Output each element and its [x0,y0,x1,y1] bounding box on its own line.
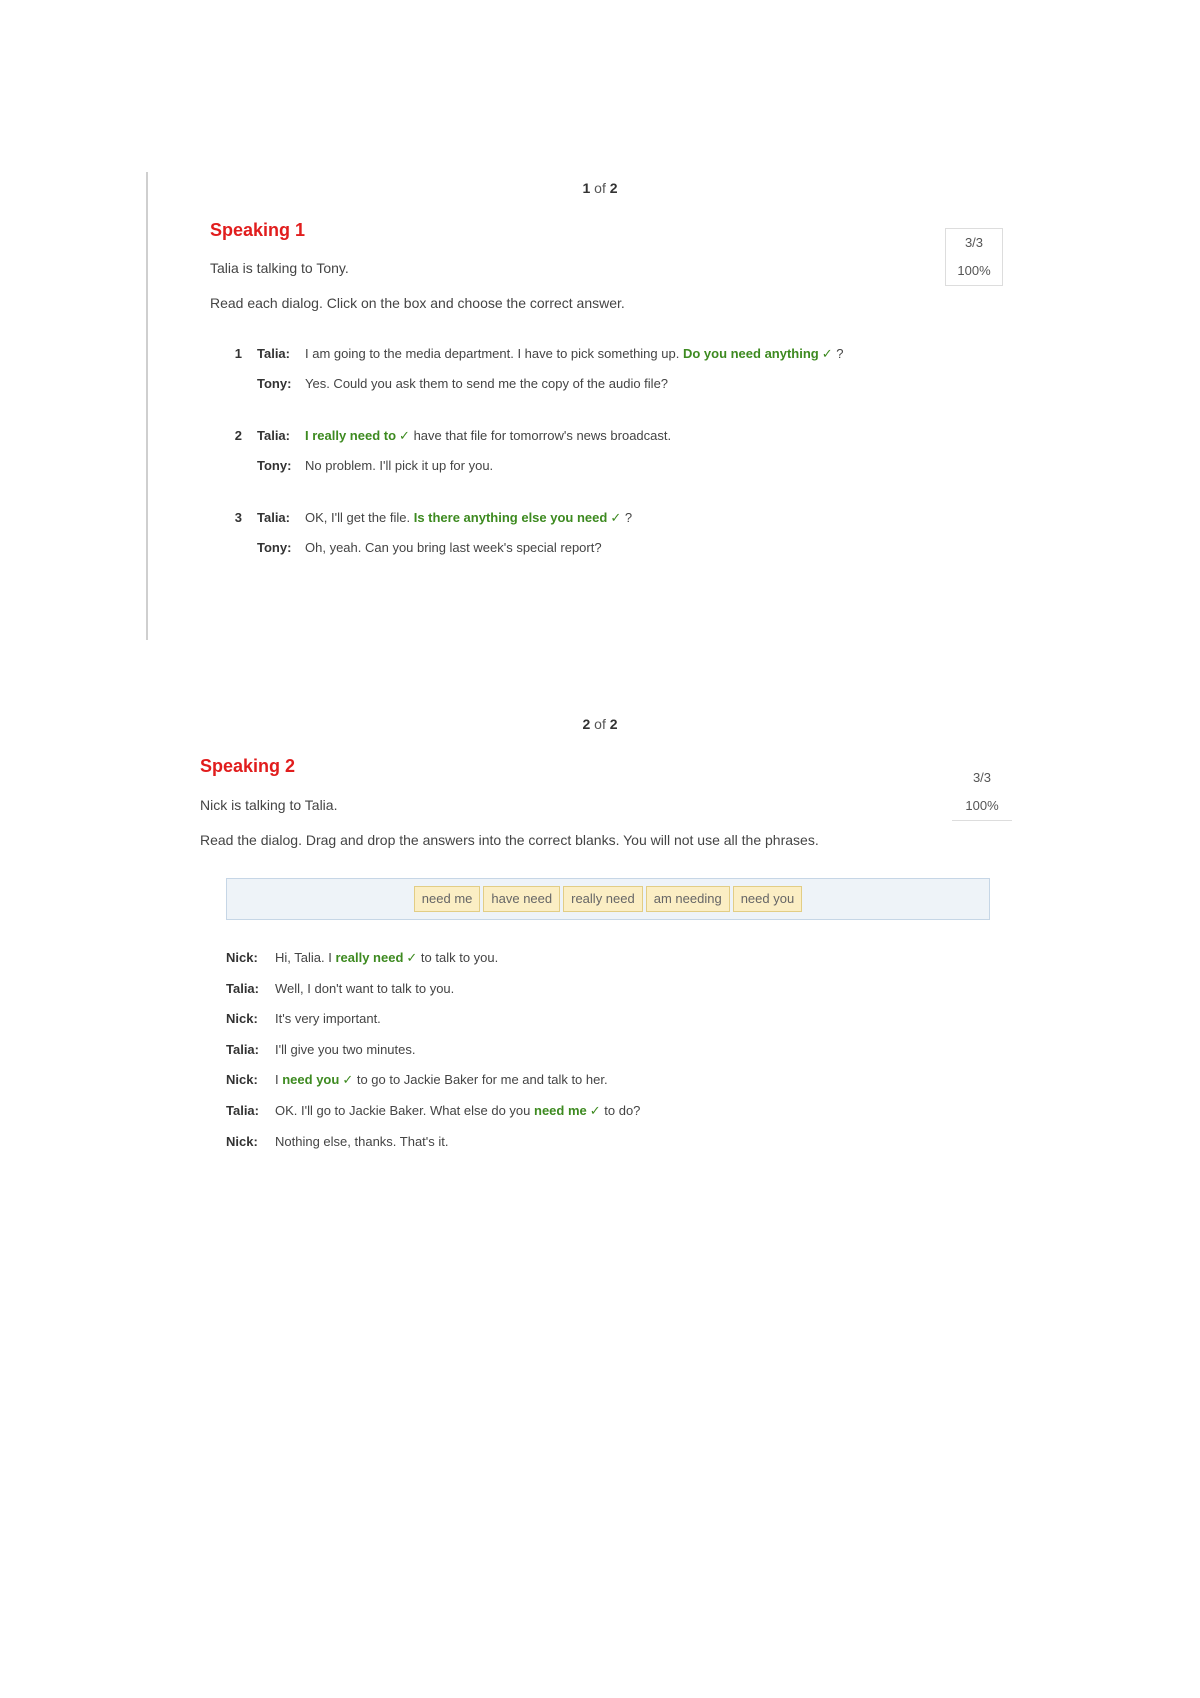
check-icon: ✓ [399,428,410,443]
phrase-chip[interactable]: need me [414,886,481,912]
line-text: Nothing else, thanks. That's it. [275,1133,449,1149]
check-icon: ✓ [821,346,833,361]
answer-dropdown[interactable]: I really need to [305,428,397,443]
speaker-label: Talia: [257,510,290,525]
line-text: ? [832,346,844,361]
line-text: to do? [600,1103,641,1118]
answer-blank[interactable]: need you [282,1072,340,1088]
line-text: to talk to you. [417,950,499,965]
line-text: I [275,1072,283,1088]
speaker-label: Nick: [226,950,258,965]
dialog-line [305,428,671,444]
answer-blank[interactable]: need me [534,1103,587,1118]
section-title-2: Speaking 2 [200,756,296,776]
instruction-text-1: Read each dialog. Click on the box and choose the correct answer. [210,295,625,311]
speaker-label: Talia: [226,1041,259,1057]
line-text: It's very important. [275,1011,381,1027]
dialog-number: 1 [234,346,242,361]
instruction-text-2: Read the dialog. Drag and drop the answers into the correct blanks. You will not use all the phrases. [200,832,819,848]
dialog-line [275,1011,381,1026]
dialog-line [305,346,844,362]
intro-text-1: Talia is talking to Tony. [210,260,349,276]
score-percent: 100% [965,798,999,813]
speaker-label: Nick: [226,1011,258,1027]
dialog-line: No problem. I'll pick it up for you. [305,458,494,473]
dialog-line [275,1042,416,1057]
line-text: ? [621,510,633,525]
speaker-label: Nick: [226,1133,258,1149]
dialog-line: Yes. Could you ask them to send me the copy of the audio file? [305,376,669,391]
page-indicator-1: 1 of 2 [582,180,618,196]
check-icon: ✓ [406,950,418,965]
score-fraction: 3/3 [964,235,984,250]
score-percent: 100% [957,263,991,278]
line-text: OK. I'll go to Jackie Baker. What else do you [275,1103,534,1118]
speaker-label: Talia: [226,980,259,996]
line-text: to go to Jackie Baker for me and talk to her. [353,1072,608,1088]
line-text: I am going to the media department. I have to pick something up. [305,346,683,361]
speaker-label: Talia: [226,1103,259,1118]
line-text: I'll give you two minutes. [275,1041,416,1057]
answer-dropdown[interactable]: Do you need anything [682,346,819,361]
speaker-label: Tony: [257,376,292,391]
line-text: Hi, Talia. I [275,950,336,965]
answer-blank[interactable]: really need [335,950,404,965]
intro-text-2: Nick is talking to Talia. [200,797,338,813]
dialog-line [275,1134,449,1149]
speaker-label: Talia: [257,346,290,361]
dialog-line [275,950,498,966]
dialog-line [275,981,454,996]
line-text: have that file for tomorrow's news broadcast. [409,428,672,443]
dialog-line [275,1103,640,1119]
phrase-chip[interactable]: have need [483,886,560,912]
page-indicator-2: 2 of 2 [582,716,618,732]
section-title-1: Speaking 1 [210,220,306,240]
check-icon: ✓ [589,1103,601,1118]
speaker-label: Talia: [257,428,290,443]
dialog-line: Oh, yeah. Can you bring last week's special report? [305,540,602,555]
check-icon: ✓ [610,510,622,525]
phrase-chip[interactable]: really need [563,886,643,912]
speaker-label: Nick: [226,1072,258,1088]
score-box-2 [952,764,1012,821]
dialog-line [275,1072,608,1088]
score-box-1 [945,228,1003,286]
line-text: Well, I don't want to talk to you. [275,980,455,996]
score-fraction: 3/3 [972,770,992,785]
dialog-line [305,510,632,526]
phrase-bank [226,878,990,920]
dialog-number: 2 [234,428,242,443]
answer-dropdown[interactable]: Is there anything else you need [413,510,608,525]
phrase-chip[interactable]: am needing [646,886,730,912]
line-text: OK, I'll get the file. [305,510,414,525]
left-border-line [146,172,148,640]
speaker-label: Tony: [257,458,292,473]
dialog-number: 3 [234,510,242,525]
phrase-chip[interactable]: need you [733,886,803,912]
check-icon: ✓ [342,1072,354,1088]
speaker-label: Tony: [257,540,292,555]
